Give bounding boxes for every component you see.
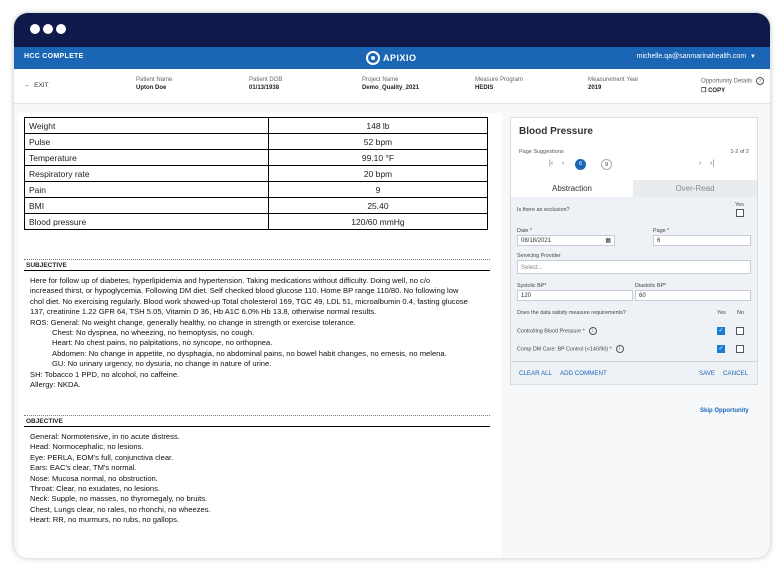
vital-name: Blood pressure xyxy=(25,214,269,230)
abstraction-panel xyxy=(510,117,758,385)
measure-question: Does the data satisfy measure requirements? xyxy=(517,310,626,316)
exit-label: EXIT xyxy=(34,82,49,89)
info-value: Upton Doe xyxy=(136,85,167,91)
text-line: increased thirst, or hypoglycemia. Following DM diet. Self checked blood glucose 110. Home BP range 110/80. No following low xyxy=(30,286,459,296)
date-label: Date * xyxy=(517,228,532,234)
info-label: Measurement Year xyxy=(588,77,639,83)
info-label: Patient DOB xyxy=(249,77,283,83)
text-line: 137, creatinine 1.22 GFR 64, TSH 5.05, Vitamin D 36, Hb A1C 6.0% Hb 13.8, otherwise normal results. xyxy=(30,307,377,317)
text-line: Eye: PERLA, EOM's full, conjunctiva clear. xyxy=(30,452,174,462)
calendar-icon: ▦ xyxy=(605,238,611,244)
text-line: Nose: Mucosa normal, no obstruction. xyxy=(30,473,158,483)
table-row xyxy=(25,198,488,214)
clear-all-button[interactable]: CLEAR ALL xyxy=(519,370,553,377)
vital-name: Pulse xyxy=(25,134,269,150)
page-field[interactable]: 6 xyxy=(653,235,751,246)
info-measurement-year xyxy=(588,77,638,91)
app-header xyxy=(14,47,770,69)
text-line: Heart: No chest pains, no palpitations, no syncope, no orthopnea. xyxy=(52,338,273,348)
objective-heading: OBJECTIVE xyxy=(24,415,490,427)
info-opportunity-details xyxy=(701,77,764,94)
last-page-icon[interactable]: ›| xyxy=(710,160,715,167)
provider-label: Servicing Provider xyxy=(517,253,561,259)
text-line: Allergy: NKDA. xyxy=(30,380,81,390)
info-label: Opportunity Details xyxy=(701,78,753,85)
text-line: Neck: Supple, no masses, no thyromegaly, no bruits. xyxy=(30,494,208,504)
info-value: Demo_Quality_2021 xyxy=(362,85,420,91)
vital-value: 120/60 mmHg xyxy=(268,214,487,230)
vital-value: 99.10 °F xyxy=(268,150,487,166)
text-line: Chest: No dyspnea, no wheezing, no hemoptysis, no cough. xyxy=(52,328,255,338)
window-dot-icon xyxy=(30,24,40,34)
no-label: No xyxy=(737,310,744,316)
provider-select[interactable]: Select... xyxy=(517,260,751,274)
pages-count: 1-2 of 2 xyxy=(730,149,749,155)
prev-page-icon[interactable]: ‹ xyxy=(562,160,565,167)
info-value: 2019 xyxy=(588,85,602,91)
text-line: SH: Tobacco 1 PPD, no alcohol, no caffeine. xyxy=(30,369,180,379)
text-line: GU: No urinary urgency, no dysuria, no change in nature of urine. xyxy=(52,359,272,369)
table-row xyxy=(25,182,488,198)
text-line: General: Normotensive, in no acute distress. xyxy=(30,432,180,441)
vital-value: 20 bpm xyxy=(268,166,487,182)
patient-info-bar xyxy=(14,69,770,104)
vital-name: Weight xyxy=(25,118,269,134)
date-value: 08/18/2021 xyxy=(521,238,552,244)
tab-abstraction[interactable]: Abstraction xyxy=(511,180,633,197)
user-menu[interactable] xyxy=(637,53,756,60)
info-measure-program xyxy=(475,77,523,91)
info-value: HEDIS xyxy=(475,85,494,91)
objective-text xyxy=(30,432,211,526)
app-window xyxy=(14,13,770,558)
info-icon[interactable]: i xyxy=(616,345,624,353)
diastolic-label: Diastolic BP* xyxy=(635,283,667,289)
text-line: Heart: RR, no murmurs, no rubs, no gallops. xyxy=(30,515,179,525)
diastolic-field[interactable]: 60 xyxy=(635,290,751,301)
cancel-button[interactable]: CANCEL xyxy=(723,370,749,377)
save-button[interactable]: SAVE xyxy=(699,370,716,377)
exclusion-question: Is there an exclusion? xyxy=(517,207,570,213)
vital-value: 148 lb xyxy=(268,118,487,134)
req1-yes-checkbox[interactable]: ✓ xyxy=(718,328,724,334)
info-icon[interactable]: i xyxy=(589,327,597,335)
vital-value: 25.40 xyxy=(268,198,487,214)
requirement-label: Comp DM Care: BP Control (<140/90) * xyxy=(517,346,612,353)
yes-label: Yes xyxy=(735,202,744,208)
skip-opportunity-link[interactable]: Skip Opportunity xyxy=(700,408,749,414)
table-row xyxy=(25,118,488,134)
yes-label: Yes xyxy=(717,310,726,316)
text-line: Head: Normocephalic, no lesions. xyxy=(30,442,144,452)
text-line: Throat: Clear, no exudates, no lesions. xyxy=(30,484,161,494)
window-titlebar xyxy=(14,13,770,47)
next-page-icon[interactable]: › xyxy=(699,160,702,167)
text-line: Chest, Lungs clear, no rales, no rhonchi, no wheezes. xyxy=(30,504,211,514)
vital-name: Respiratory rate xyxy=(25,166,269,182)
info-label: Patient Name xyxy=(136,77,173,83)
panel-tabs xyxy=(511,180,757,197)
vitals-table xyxy=(24,117,488,230)
page-suggestions-label: Page Suggestions xyxy=(519,149,564,155)
arrow-left-icon: ← xyxy=(24,82,31,89)
table-row xyxy=(25,214,488,230)
requirement-2 xyxy=(517,345,624,353)
info-value: 01/13/1938 xyxy=(249,85,280,91)
text-line: ROS: General: No weight change, generally healthy, no change in strength or exercise tolerance. xyxy=(30,317,356,327)
info-project-name xyxy=(362,77,419,91)
vital-value: 9 xyxy=(268,182,487,198)
info-icon[interactable]: ? xyxy=(756,77,764,85)
first-page-icon[interactable]: |‹ xyxy=(549,160,554,167)
abstraction-form xyxy=(511,197,757,384)
copy-button[interactable] xyxy=(701,87,764,94)
divider xyxy=(511,361,757,362)
chevron-down-icon: ▼ xyxy=(750,54,756,60)
tab-over-read[interactable]: Over-Read xyxy=(675,184,715,193)
add-comment-button[interactable]: ADD COMMENT xyxy=(560,370,607,377)
info-label: Project Name xyxy=(362,77,399,83)
copy-icon: ❐ xyxy=(701,88,707,94)
table-row xyxy=(25,166,488,182)
page-suggestion-active[interactable]: 6 xyxy=(575,159,586,170)
vital-value: 52 bpm xyxy=(268,134,487,150)
requirement-label: Controlling Blood Pressure * xyxy=(517,328,585,335)
panel-title: Blood Pressure xyxy=(519,126,593,137)
text-line: Ears: EAC's clear, TM's normal. xyxy=(30,463,137,473)
vital-name: BMI xyxy=(25,198,269,214)
table-row xyxy=(25,134,488,150)
info-label: Measure Program xyxy=(475,77,524,83)
window-dot-icon xyxy=(43,24,53,34)
text-line: Here for follow up of diabetes, hyperlipidemia and hypertension. Taking medications without difficulty. Doing well, no c/o xyxy=(30,276,431,285)
document-viewer[interactable] xyxy=(18,113,502,558)
window-dot-icon xyxy=(56,24,66,34)
subjective-text xyxy=(30,276,468,390)
logo-icon xyxy=(366,51,380,65)
exit-button[interactable] xyxy=(24,82,49,89)
text-line: Abdomen: No change in appetite, no dysphagia, no abdominal pains, no bowel habit changes, no emesis, no melena. xyxy=(52,348,447,358)
requirement-1 xyxy=(517,327,597,335)
req2-no-checkbox[interactable] xyxy=(736,345,744,353)
info-patient-name xyxy=(136,77,172,91)
date-field[interactable] xyxy=(517,235,615,246)
app-name: HCC COMPLETE xyxy=(24,53,84,60)
page-label: Page * xyxy=(653,228,670,234)
vital-name: Pain xyxy=(25,182,269,198)
subjective-heading: SUBJECTIVE xyxy=(24,259,490,271)
page-suggestion[interactable]: 9 xyxy=(601,159,612,170)
info-patient-dob xyxy=(249,77,282,91)
req1-no-checkbox[interactable] xyxy=(736,327,744,335)
user-email: michelle.qa@sanmarinahealth.com xyxy=(636,53,747,60)
text-line: chol diet. No exercising regularly. Blood work showed-up Total cholesterol 169, TGC 49, LDL 51, microalbumin 0.4, fasting glucose xyxy=(30,296,468,306)
table-row xyxy=(25,150,488,166)
vital-name: Temperature xyxy=(25,150,269,166)
systolic-label: Systolic BP* xyxy=(517,283,547,289)
copy-label: COPY xyxy=(708,88,726,94)
logo-text: APIXIO xyxy=(383,53,417,63)
exclusion-checkbox[interactable] xyxy=(736,209,744,217)
req2-yes-checkbox[interactable]: ✓ xyxy=(718,346,724,352)
apixio-logo xyxy=(366,50,417,66)
systolic-field[interactable]: 120 xyxy=(517,290,633,301)
